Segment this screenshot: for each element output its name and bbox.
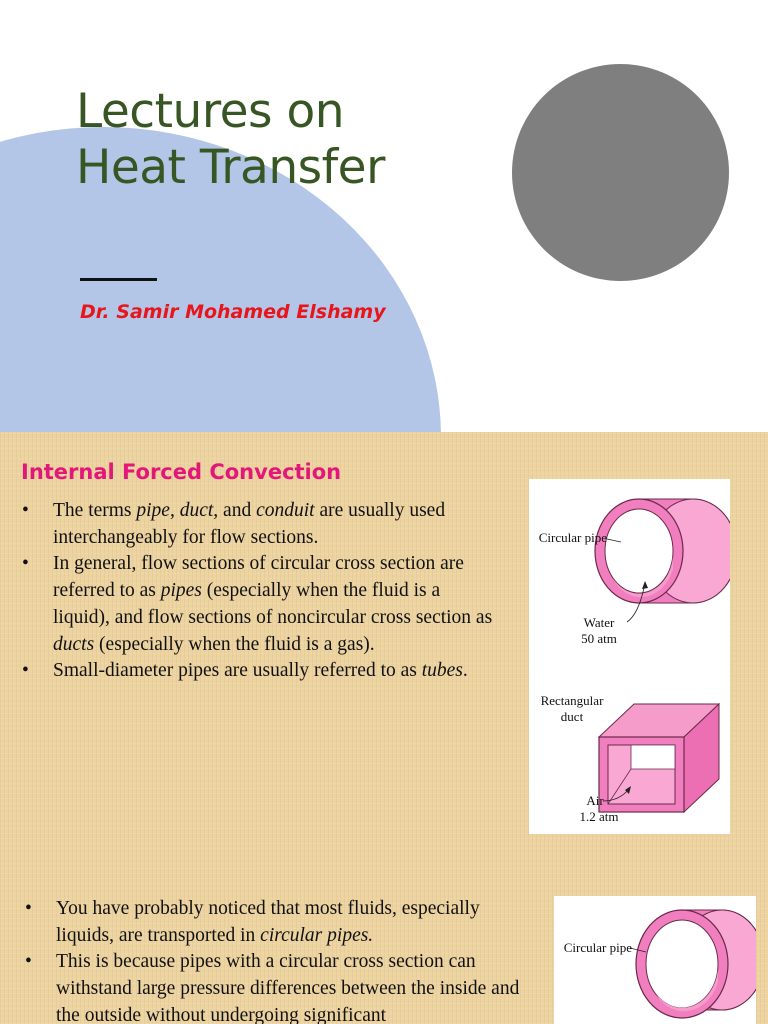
rectangular-duct-drawing	[599, 704, 719, 812]
slide-title	[76, 84, 385, 196]
italic-term: conduit	[256, 500, 315, 521]
bullet-marker: •	[25, 951, 32, 973]
title-line-2: Heat Transfer	[76, 140, 385, 195]
title-line-1: Lectures on	[76, 84, 345, 139]
content-slide	[0, 432, 768, 1024]
section-heading: Internal Forced Convection	[21, 460, 342, 484]
rectangular-duct-label: Rectangular	[540, 693, 604, 708]
italic-term: tubes	[421, 660, 463, 682]
water-label: Water	[583, 615, 615, 630]
bullet-item: • The terms pipe, duct, and conduit are usually used interchangeably for flow sections.	[22, 500, 446, 548]
circular-pipe-drawing	[595, 499, 730, 622]
italic-term: ducts	[53, 633, 95, 655]
bullet-item: • You have probably noticed that most fluids, especially liquids, are transported in circular pipes.	[25, 898, 480, 946]
bullet-marker: •	[25, 898, 32, 919]
air-label: Air	[586, 793, 604, 808]
air-pressure-label: 1.2 atm	[579, 809, 619, 824]
bullet-list-1	[22, 498, 497, 685]
italic-term: circular pipes.	[260, 924, 374, 946]
circular-pipe-illustration	[554, 896, 756, 1024]
bullet-item: • This is because pipes with a circular cross section can withstand large pressure differences between the inside and the outside without undergoing significant	[25, 951, 520, 1024]
bullet-marker: •	[22, 500, 29, 521]
figure-pipe-and-duct	[529, 479, 730, 834]
bullet-list-2	[25, 896, 535, 1024]
bullet-item: • Small-diameter pipes are usually referred to as tubes.	[22, 658, 497, 685]
water-pressure-label: 50 atm	[581, 631, 617, 646]
bullet-marker: •	[22, 660, 29, 682]
circular-pipe-label-2: Circular pipe	[563, 940, 632, 955]
title-divider	[80, 278, 157, 281]
author-name: Dr. Samir Mohamed Elshamy	[80, 301, 386, 323]
duct-label: duct	[560, 709, 584, 724]
bullet-marker: •	[22, 553, 29, 575]
decorative-gray-circle	[512, 64, 729, 281]
circular-pipe-drawing-2	[630, 910, 756, 1018]
bullet-item: • In general, flow sections of circular cross section are referred to as pipes (especially when the fluid is a liquid), and flow sections of noncircular cross section as ducts (especially when the fluid is a gas).	[22, 553, 493, 655]
title-slide	[0, 0, 768, 432]
italic-term: pipe, duct,	[136, 500, 219, 521]
figure-circular-pipe	[554, 896, 756, 1024]
circular-pipe-label: Circular pipe	[538, 530, 607, 545]
italic-term: pipes	[160, 580, 202, 602]
